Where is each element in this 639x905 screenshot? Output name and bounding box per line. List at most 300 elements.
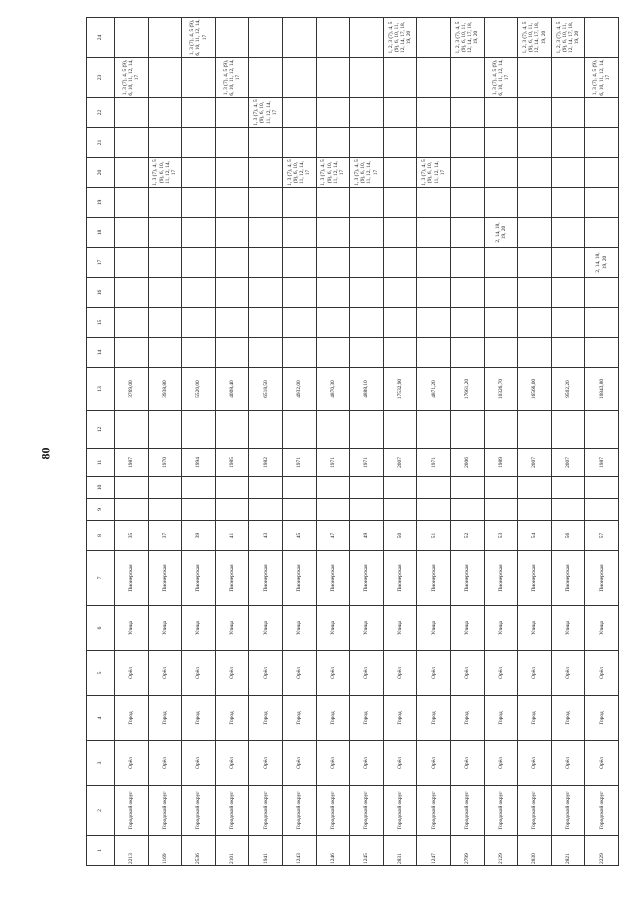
table-cell: 2129: [484, 836, 518, 866]
table-row: [484, 18, 518, 866]
table-cell: 1971: [316, 449, 350, 477]
table-cell: Городской округ: [551, 786, 585, 836]
table-row: [383, 18, 417, 866]
table-cell: Городской округ: [417, 786, 451, 836]
table-cell: 3938,80: [148, 368, 182, 411]
table-cell: 4888,10: [350, 368, 384, 411]
table-cell: [518, 248, 552, 278]
table-cell: [585, 278, 619, 308]
table-cell: 1245: [350, 836, 384, 866]
table-cell: 53: [484, 521, 518, 551]
table-cell: 17661,20: [450, 368, 484, 411]
table-cell: 10326,70: [484, 368, 518, 411]
table-cell: 1971: [350, 449, 384, 477]
registry-table: [86, 17, 619, 866]
table-cell: Орёл: [350, 741, 384, 786]
table-cell: [282, 218, 316, 248]
table-cell: 1, 3 (7), 4, 5 (9), 6, 10, 11, 12, 14, 17: [484, 58, 518, 98]
table-cell: [115, 248, 149, 278]
table-cell: [417, 98, 451, 128]
column-header: 15: [87, 308, 115, 338]
table-cell: [383, 477, 417, 499]
table-cell: [215, 411, 249, 449]
table-cell: [148, 308, 182, 338]
table-cell: [316, 477, 350, 499]
table-cell: [316, 278, 350, 308]
table-cell: [148, 411, 182, 449]
table-cell: [518, 477, 552, 499]
table-cell: [249, 128, 283, 158]
table-cell: 1, 2, 3 (7), 4, 5 (9), 6, 10, 11, 12, 14, 17, 18, 19, 20: [450, 18, 484, 58]
table-cell: [417, 411, 451, 449]
table-cell: [585, 158, 619, 188]
table-cell: Пионерская: [518, 551, 552, 606]
table-cell: Город: [417, 696, 451, 741]
table-cell: [383, 338, 417, 368]
table-cell: [282, 477, 316, 499]
table-cell: Орёл: [282, 741, 316, 786]
table-cell: Орёл: [215, 741, 249, 786]
table-cell: Городской округ: [215, 786, 249, 836]
table-cell: [551, 158, 585, 188]
table-cell: [383, 278, 417, 308]
table-cell: Городской округ: [148, 786, 182, 836]
table-cell: [316, 58, 350, 98]
table-cell: [148, 128, 182, 158]
table-cell: [115, 308, 149, 338]
column-header: 19: [87, 188, 115, 218]
table-row: [417, 18, 451, 866]
table-cell: [316, 248, 350, 278]
table-cell: [350, 477, 384, 499]
column-header: 12: [87, 411, 115, 449]
table-cell: 1246: [316, 836, 350, 866]
table-cell: 1987: [585, 449, 619, 477]
table-cell: Улица: [215, 606, 249, 651]
table-cell: 2101: [215, 836, 249, 866]
table-cell: [350, 128, 384, 158]
table-cell: 47: [316, 521, 350, 551]
table-cell: Город: [450, 696, 484, 741]
column-header: 3: [87, 741, 115, 786]
column-header: 22: [87, 98, 115, 128]
table-cell: [316, 128, 350, 158]
table-cell: [282, 278, 316, 308]
table-cell: [115, 338, 149, 368]
table-cell: Улица: [383, 606, 417, 651]
table-cell: Пионерская: [249, 551, 283, 606]
table-cell: 6518,50: [249, 368, 283, 411]
table-cell: [551, 411, 585, 449]
table-cell: [383, 158, 417, 188]
table-cell: [551, 499, 585, 521]
column-header: 5: [87, 651, 115, 696]
table-cell: [249, 308, 283, 338]
column-header: 4: [87, 696, 115, 741]
column-header: 2: [87, 786, 115, 836]
table-cell: [148, 338, 182, 368]
table-cell: [148, 248, 182, 278]
column-header: 13: [87, 368, 115, 411]
table-cell: 4932,00: [282, 368, 316, 411]
table-cell: [518, 128, 552, 158]
column-header: 20: [87, 158, 115, 188]
table-cell: 1, 2, 3 (7), 4, 5 (9), 6, 10, 11, 12, 14, 17, 18, 19, 20: [551, 18, 585, 58]
table-cell: [484, 338, 518, 368]
table-cell: [282, 98, 316, 128]
table-cell: 1982: [249, 449, 283, 477]
table-cell: 4870,30: [316, 368, 350, 411]
column-header: 23: [87, 58, 115, 98]
table-cell: 52: [450, 521, 484, 551]
table-cell: Город: [551, 696, 585, 741]
table-cell: 57: [585, 521, 619, 551]
table-cell: Город: [249, 696, 283, 741]
table-cell: [182, 278, 216, 308]
table-cell: [450, 218, 484, 248]
table-cell: 2, 14, 18, 19, 20: [585, 248, 619, 278]
table-cell: [215, 477, 249, 499]
table-cell: [518, 58, 552, 98]
table-cell: [350, 218, 384, 248]
table-cell: Городской округ: [450, 786, 484, 836]
table-cell: Пионерская: [551, 551, 585, 606]
table-cell: [484, 98, 518, 128]
table-cell: [182, 98, 216, 128]
table-cell: 2831: [383, 836, 417, 866]
table-cell: 2, 14, 18, 19, 20: [484, 218, 518, 248]
table-cell: [249, 188, 283, 218]
table-cell: [585, 18, 619, 58]
table-cell: [585, 188, 619, 218]
table-cell: [215, 98, 249, 128]
table-cell: Орёл: [518, 651, 552, 696]
table-cell: Орёл: [551, 651, 585, 696]
table-cell: Улица: [350, 606, 384, 651]
table-cell: [316, 188, 350, 218]
table-cell: [383, 499, 417, 521]
table-cell: [551, 248, 585, 278]
table-cell: Улица: [115, 606, 149, 651]
table-cell: Улица: [148, 606, 182, 651]
table-cell: [182, 338, 216, 368]
table-cell: [484, 248, 518, 278]
table-row: [585, 18, 619, 866]
table-cell: 1, 2, 3 (7), 4, 5 (9), 6, 10, 11, 12, 14, 17, 18, 19, 20: [383, 18, 417, 58]
table-cell: [417, 128, 451, 158]
table-cell: [316, 18, 350, 58]
table-row: [350, 18, 384, 866]
table-cell: [182, 308, 216, 338]
table-cell: [450, 58, 484, 98]
table-cell: 1971: [417, 449, 451, 477]
table-row: [148, 18, 182, 866]
table-cell: Городской округ: [350, 786, 384, 836]
table-row: [182, 18, 216, 866]
table-cell: [585, 477, 619, 499]
table-cell: [215, 188, 249, 218]
table-cell: 54: [518, 521, 552, 551]
table-cell: Орёл: [518, 741, 552, 786]
table-cell: 1, 3 (7), 4, 5 (9), 6, 10, 11, 12, 14, 17: [115, 58, 149, 98]
table-cell: [182, 188, 216, 218]
table-cell: 56: [551, 521, 585, 551]
table-cell: Орёл: [282, 651, 316, 696]
table-cell: [316, 338, 350, 368]
table-cell: [450, 499, 484, 521]
table-cell: 1987: [115, 449, 149, 477]
table-cell: 1970: [148, 449, 182, 477]
table-cell: 1, 3 (7), 4, 5 (9), 6, 10, 11, 12, 14, 17: [249, 98, 283, 128]
table-cell: Пионерская: [282, 551, 316, 606]
table-cell: 1, 3 (7), 4, 5 (9), 6, 10, 11, 12, 14, 17: [417, 158, 451, 188]
column-header: 7: [87, 551, 115, 606]
table-cell: 4871,20: [417, 368, 451, 411]
table-row: [249, 18, 283, 866]
table-cell: [484, 411, 518, 449]
column-header: 8: [87, 521, 115, 551]
table-cell: [148, 58, 182, 98]
table-cell: Город: [484, 696, 518, 741]
table-cell: [316, 308, 350, 338]
table-cell: [383, 248, 417, 278]
table-cell: [148, 278, 182, 308]
table-cell: [383, 218, 417, 248]
table-cell: 1169: [148, 836, 182, 866]
table-cell: Улица: [417, 606, 451, 651]
table-cell: 3769,00: [115, 368, 149, 411]
table-cell: 2229: [585, 836, 619, 866]
table-cell: 10843,80: [585, 368, 619, 411]
table-cell: [249, 411, 283, 449]
table-cell: [350, 58, 384, 98]
table-cell: 2006: [450, 449, 484, 477]
table-row: [316, 18, 350, 866]
table-cell: [350, 98, 384, 128]
table-cell: Пионерская: [585, 551, 619, 606]
table-cell: Улица: [484, 606, 518, 651]
table-cell: 1247: [417, 836, 451, 866]
table-cell: Улица: [249, 606, 283, 651]
table-row: [450, 18, 484, 866]
table-cell: [215, 128, 249, 158]
table-cell: 1, 3 (7), 4, 5 (9), 6, 10, 11, 12, 14, 17: [350, 158, 384, 188]
table-cell: 1971: [282, 449, 316, 477]
table-cell: [450, 128, 484, 158]
table-cell: [215, 248, 249, 278]
table-cell: [282, 248, 316, 278]
table-cell: Городской округ: [585, 786, 619, 836]
table-cell: Орёл: [148, 741, 182, 786]
table-cell: [182, 58, 216, 98]
table-cell: 1, 3 (7), 4, 5 (9), 6, 10, 11, 12, 14, 17: [182, 18, 216, 58]
table-cell: [450, 411, 484, 449]
table-cell: [115, 477, 149, 499]
table-cell: [215, 278, 249, 308]
table-cell: Орёл: [417, 741, 451, 786]
table-cell: Городской округ: [316, 786, 350, 836]
table-cell: [249, 18, 283, 58]
table-cell: [518, 499, 552, 521]
table-cell: Орёл: [551, 741, 585, 786]
table-cell: [249, 158, 283, 188]
table-cell: [518, 218, 552, 248]
table-cell: [215, 18, 249, 58]
table-cell: [585, 338, 619, 368]
table-cell: Городской округ: [249, 786, 283, 836]
table-cell: [417, 58, 451, 98]
table-cell: [450, 158, 484, 188]
table-cell: Городской округ: [115, 786, 149, 836]
table-cell: [518, 188, 552, 218]
table-cell: [450, 188, 484, 218]
table-row: [551, 18, 585, 866]
table-cell: [182, 218, 216, 248]
table-cell: [484, 278, 518, 308]
table-cell: [518, 338, 552, 368]
table-cell: Пионерская: [383, 551, 417, 606]
column-header: 16: [87, 278, 115, 308]
table-cell: 2536: [182, 836, 216, 866]
table-cell: [249, 278, 283, 308]
table-cell: [383, 188, 417, 218]
table-cell: Пионерская: [182, 551, 216, 606]
table-cell: [484, 18, 518, 58]
table-cell: 2213: [115, 836, 149, 866]
table-cell: [215, 218, 249, 248]
table-cell: Город: [383, 696, 417, 741]
table-header-row: [87, 18, 115, 866]
table-cell: [350, 278, 384, 308]
table-cell: [484, 158, 518, 188]
table-cell: [249, 248, 283, 278]
table-cell: Орёл: [585, 741, 619, 786]
table-cell: Пионерская: [148, 551, 182, 606]
table-cell: [115, 499, 149, 521]
table-cell: 45: [282, 521, 316, 551]
table-cell: 1994: [182, 449, 216, 477]
table-cell: [518, 308, 552, 338]
table-cell: [417, 188, 451, 218]
table-cell: 1, 3 (7), 4, 5 (9), 6, 10, 11, 12, 14, 17: [316, 158, 350, 188]
table-cell: [551, 188, 585, 218]
table-cell: [551, 128, 585, 158]
table-cell: Улица: [551, 606, 585, 651]
table-cell: Улица: [450, 606, 484, 651]
table-cell: [182, 477, 216, 499]
table-cell: [518, 278, 552, 308]
table-row: [215, 18, 249, 866]
table-cell: [215, 499, 249, 521]
column-header: 17: [87, 248, 115, 278]
table-cell: 49: [350, 521, 384, 551]
table-cell: [484, 477, 518, 499]
table-cell: [215, 158, 249, 188]
table-cell: [350, 338, 384, 368]
table-cell: [115, 18, 149, 58]
table-cell: [115, 158, 149, 188]
column-header: 21: [87, 128, 115, 158]
table-cell: Орёл: [316, 741, 350, 786]
table-cell: [551, 58, 585, 98]
table-cell: [585, 411, 619, 449]
table-cell: Город: [182, 696, 216, 741]
table-cell: 1, 3 (7), 4, 5 (9), 6, 10, 11, 12, 14, 17: [282, 158, 316, 188]
table-cell: [383, 58, 417, 98]
table-cell: [249, 58, 283, 98]
table-cell: 1, 3 (7), 4, 5 (9), 6, 10, 11, 12, 14, 17: [215, 58, 249, 98]
table-cell: Городской округ: [182, 786, 216, 836]
table-cell: [115, 411, 149, 449]
table-cell: [585, 218, 619, 248]
table-cell: 16566,00: [518, 368, 552, 411]
table-cell: Улица: [316, 606, 350, 651]
table-row: [282, 18, 316, 866]
table-cell: [484, 308, 518, 338]
table-cell: Городской округ: [383, 786, 417, 836]
table-cell: Орёл: [316, 651, 350, 696]
table-cell: [585, 98, 619, 128]
table-cell: [518, 158, 552, 188]
table-cell: Орёл: [350, 651, 384, 696]
table-cell: Орёл: [215, 651, 249, 696]
table-cell: 35: [115, 521, 149, 551]
table-cell: [484, 128, 518, 158]
table-cell: Орёл: [450, 741, 484, 786]
table-cell: [417, 499, 451, 521]
table-cell: [282, 58, 316, 98]
table-cell: [182, 248, 216, 278]
table-cell: 39: [182, 521, 216, 551]
table-cell: [417, 218, 451, 248]
table-cell: Пионерская: [484, 551, 518, 606]
table-cell: 1941: [249, 836, 283, 866]
table-cell: Пионерская: [115, 551, 149, 606]
table-cell: [383, 128, 417, 158]
table-cell: [417, 18, 451, 58]
table-cell: 2821: [551, 836, 585, 866]
table-cell: Городской округ: [518, 786, 552, 836]
table-cell: [350, 188, 384, 218]
table-cell: [551, 278, 585, 308]
table-cell: Орёл: [182, 741, 216, 786]
table-cell: [282, 411, 316, 449]
table-cell: [148, 18, 182, 58]
table-cell: [383, 411, 417, 449]
table-cell: [417, 477, 451, 499]
table-cell: Орёл: [249, 741, 283, 786]
table-cell: 1, 3 (7), 4, 5 (9), 6, 10, 11, 12, 14, 17: [585, 58, 619, 98]
table-cell: Город: [316, 696, 350, 741]
table-cell: [249, 499, 283, 521]
table-cell: [148, 188, 182, 218]
table-cell: [450, 338, 484, 368]
table-cell: 5520,00: [182, 368, 216, 411]
table-cell: [484, 188, 518, 218]
table-cell: [115, 278, 149, 308]
table-cell: [316, 218, 350, 248]
table-cell: [148, 477, 182, 499]
table-cell: [518, 98, 552, 128]
table-cell: [182, 158, 216, 188]
table-cell: [585, 499, 619, 521]
table-cell: [282, 499, 316, 521]
table-cell: [316, 499, 350, 521]
table-cell: [350, 411, 384, 449]
table-cell: [417, 338, 451, 368]
table-cell: Пионерская: [215, 551, 249, 606]
table-cell: Городской округ: [484, 786, 518, 836]
